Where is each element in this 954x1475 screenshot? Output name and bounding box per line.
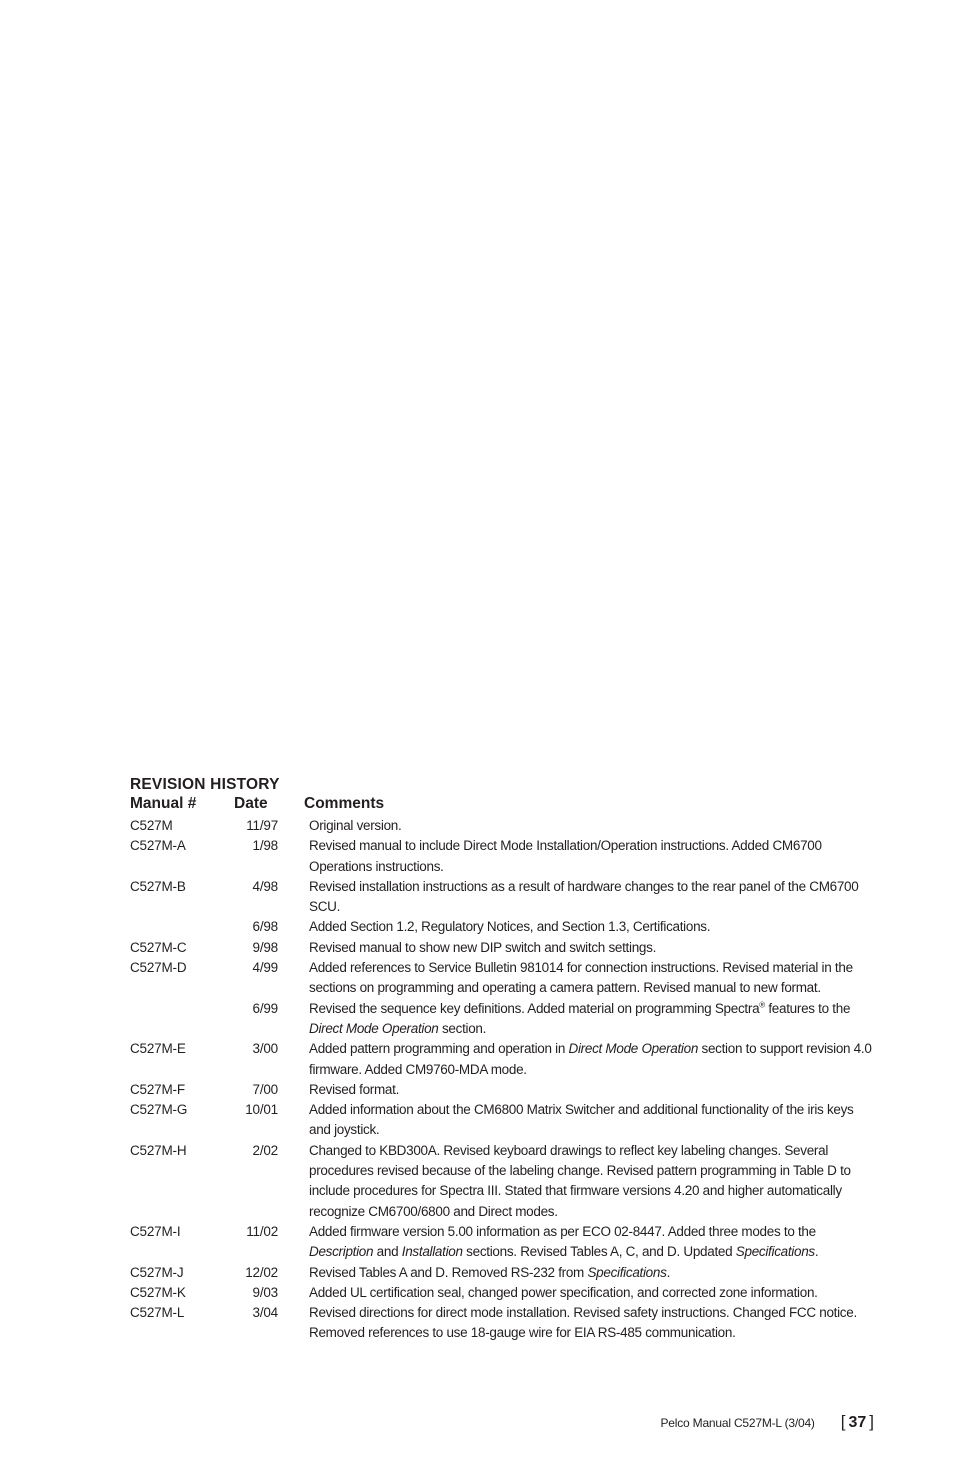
revision-date: 3/04 [252, 1305, 278, 1321]
revision-date: 11/02 [246, 1223, 278, 1239]
revision-date: 3/00 [252, 1041, 278, 1057]
revision-date: 12/02 [245, 1264, 278, 1280]
comment-text: Revised installation instructions as a result of hardware changes to the rear panel of the CM6700 SCU. [309, 878, 859, 915]
revision-comment [309, 999, 875, 1040]
page-footer [661, 1410, 875, 1435]
revision-history-section [130, 776, 875, 1344]
comment-text: Added Section 1.2, Regulatory Notices, and Section 1.3, Certifications. [309, 919, 711, 935]
revision-date: 7/00 [252, 1081, 278, 1097]
revision-comment [309, 1141, 875, 1222]
page-number: 37 [848, 1414, 867, 1431]
comment-text: sections. Revised Tables A, C, and D. Updated [462, 1244, 736, 1260]
italic-reference: Direct Mode Operation [568, 1041, 699, 1057]
revision-comment [309, 1100, 875, 1141]
footer-publication: Pelco Manual C527M-L (3/04) [660, 1416, 815, 1430]
column-header-comments: Comments [304, 795, 385, 812]
italic-reference: Specifications [587, 1264, 667, 1280]
revision-comment [309, 836, 875, 877]
revision-comment [309, 938, 875, 958]
revision-row [130, 1100, 875, 1141]
revision-date: 6/99 [252, 1000, 278, 1016]
footer-bracket-open: [ [840, 1412, 846, 1431]
revision-comment [309, 1080, 875, 1100]
revision-row [130, 1080, 875, 1100]
manual-number: C527M [130, 818, 173, 833]
comment-text: Revised the sequence key definitions. Added material on programming Spectra [309, 1000, 760, 1016]
comment-text: and [373, 1244, 402, 1260]
manual-number: C527M-D [130, 960, 187, 976]
comment-text: features to the [764, 1000, 851, 1016]
revision-comment [309, 958, 875, 999]
revision-row [130, 1141, 875, 1222]
revision-comment [309, 1263, 875, 1283]
comment-text: Revised directions for direct mode installation. Revised safety instructions. Changed FCC notice. Removed references to use 18-gauge wire for EIA RS-485 communication. [309, 1305, 857, 1341]
comment-text: . [666, 1264, 671, 1280]
revision-date: 9/03 [252, 1284, 278, 1300]
revision-date: 11/97 [246, 818, 278, 833]
manual-number: C527M-F [130, 1081, 185, 1097]
comment-text: Changed to KBD300A. Revised keyboard drawings to reflect key labeling changes. Several procedures revised because of the labeling change. Revised pattern programming in Table D to include procedures for Spectra III. Stated that firmware versions 4.20 and higher automatically recognize CM6700/6800 and Direct modes. [309, 1142, 851, 1219]
comment-text: Added information about the CM6800 Matrix Switcher and additional functionality of the iris keys and joystick. [309, 1102, 854, 1138]
manual-number: C527M-A [130, 838, 186, 854]
revision-row [130, 877, 875, 918]
manual-number: C527M-G [130, 1102, 188, 1118]
comment-text: Revised manual to include Direct Mode Installation/Operation instructions. Added CM6700 Operations instructions. [309, 838, 822, 874]
revision-row [130, 1039, 875, 1080]
revision-row [130, 816, 875, 836]
section-title: REVISION HISTORY [130, 776, 280, 793]
comment-text: section to support revision 4.0 firmware. Added CM9760-MDA mode. [309, 1041, 872, 1077]
registered-mark: ® [759, 1000, 765, 1010]
manual-number: C527M-J [130, 1264, 184, 1280]
comment-text: Added UL certification seal, changed power specification, and corrected zone information. [309, 1284, 818, 1300]
manual-number: C527M-K [130, 1284, 186, 1300]
revision-row [130, 938, 875, 958]
revision-row [130, 999, 875, 1040]
revision-date: 6/98 [252, 919, 278, 935]
manual-number: C527M-L [130, 1305, 185, 1321]
revision-row [130, 958, 875, 999]
revision-comment [309, 877, 875, 918]
revision-date: 4/98 [252, 878, 278, 894]
manual-number: C527M-B [130, 878, 186, 894]
revision-date: 4/99 [252, 960, 278, 976]
revision-date: 2/02 [252, 1142, 278, 1158]
manual-number: C527M-C [130, 939, 187, 955]
comment-text: Revised format. [309, 1081, 400, 1097]
comment-text: Revised manual to show new DIP switch and switch settings. [309, 939, 657, 955]
comment-text: Revised Tables A and D. Removed RS-232 from [309, 1264, 588, 1280]
revision-row [130, 836, 875, 877]
revision-date: 10/01 [245, 1102, 278, 1118]
revision-row [130, 1303, 875, 1344]
footer-bracket-close: ] [869, 1412, 874, 1431]
revision-table-body [130, 816, 875, 1344]
manual-number: C527M-I [130, 1223, 181, 1239]
revision-date: 9/98 [252, 939, 278, 955]
italic-reference: Direct Mode Operation [309, 1020, 439, 1036]
revision-comment [309, 917, 875, 937]
revision-date: 1/98 [252, 838, 278, 854]
revision-row [130, 1283, 875, 1303]
revision-comment [309, 1283, 875, 1303]
revision-row [130, 1263, 875, 1283]
manual-number: C527M-E [130, 1041, 186, 1057]
manual-number: C527M-H [130, 1142, 187, 1158]
comment-text: section. [438, 1020, 487, 1036]
comment-text: Added references to Service Bulletin 981014 for connection instructions. Revised material in the sections on programming and operating a camera pattern. Revised manual to new format. [309, 960, 853, 996]
comment-text: . [814, 1244, 819, 1260]
italic-reference: Installation [401, 1244, 463, 1260]
revision-comment [309, 1303, 875, 1344]
revision-row [130, 917, 875, 937]
revision-comment [309, 1039, 875, 1080]
column-headers [130, 794, 875, 816]
revision-comment [309, 816, 875, 836]
column-header-date: Date [234, 795, 268, 812]
italic-reference: Description [309, 1244, 374, 1260]
comment-text: Added pattern programming and operation in [309, 1041, 569, 1057]
italic-reference: Specifications [735, 1244, 815, 1260]
revision-row [130, 1222, 875, 1263]
column-header-manual: Manual # [130, 795, 197, 812]
comment-text: Original version. [309, 818, 402, 833]
comment-text: Added firmware version 5.00 information as per ECO 02-8447. Added three modes to the [309, 1223, 816, 1239]
revision-comment [309, 1222, 875, 1263]
